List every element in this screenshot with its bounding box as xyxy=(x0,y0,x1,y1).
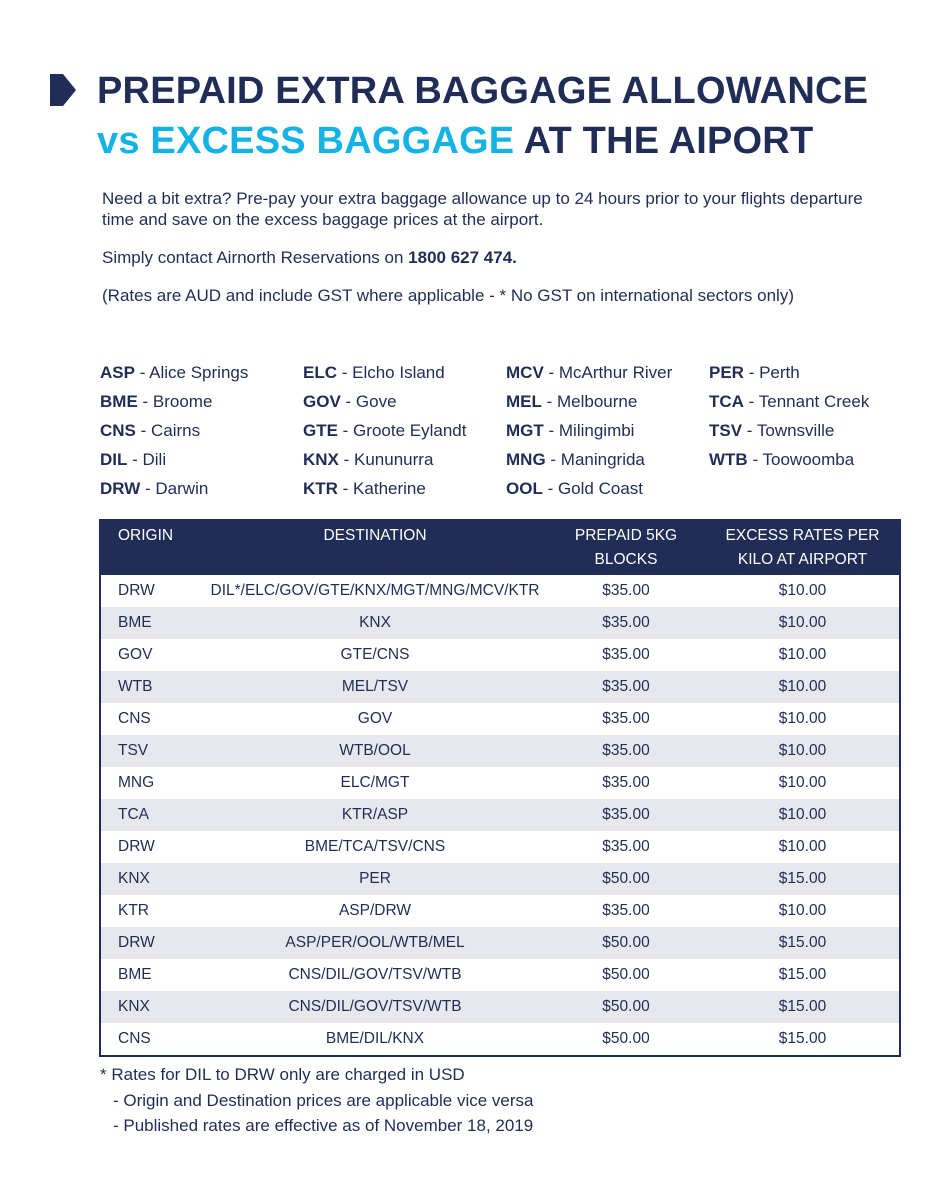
table-row xyxy=(101,927,899,959)
header-excess-line2: KILO AT AIRPORT xyxy=(737,551,868,568)
cell-prepaid: $50.00 xyxy=(546,927,706,959)
table-row xyxy=(101,607,899,639)
table-row xyxy=(101,863,899,895)
code: MCV xyxy=(506,363,544,382)
intro-paragraph-2 xyxy=(102,247,882,268)
code-item xyxy=(506,389,672,418)
code: ASP xyxy=(100,363,135,382)
table-row xyxy=(101,991,899,1023)
rates-table xyxy=(99,519,901,1057)
cell-prepaid: $35.00 xyxy=(602,838,650,855)
code-item xyxy=(709,389,869,418)
footnote-usd: * Rates for DIL to DRW only are charged in USD xyxy=(100,1065,465,1084)
code-item xyxy=(506,476,672,505)
code: WTB xyxy=(709,450,748,469)
code-name: - Elcho Island xyxy=(337,363,445,382)
cell-excess: $10.00 xyxy=(706,799,899,831)
cell-prepaid: $35.00 xyxy=(602,646,650,663)
cell-destination: DIL*/ELC/GOV/GTE/KNX/MGT/MNG/MCV/KTR xyxy=(210,582,540,599)
code-column-1 xyxy=(100,360,248,505)
cell-origin: MNG xyxy=(118,774,155,791)
title-accent: vs EXCESS BAGGAGE xyxy=(97,120,515,162)
cell-origin: DRW xyxy=(118,838,155,855)
cell-excess: $10.00 xyxy=(778,710,827,727)
cell-origin: KTR xyxy=(118,902,149,919)
cell-prepaid: $50.00 xyxy=(546,991,706,1023)
code: KNX xyxy=(303,450,339,469)
cell-excess: $10.00 xyxy=(778,838,827,855)
cell-excess: $15.00 xyxy=(706,863,899,895)
code: OOL xyxy=(506,479,543,498)
code-item xyxy=(303,418,466,447)
intro-paragraph-1: Need a bit extra? Pre-pay your extra baggage allowance up to 24 hours prior to your flights departure time and save on the excess baggage prices at the airport. xyxy=(102,189,863,229)
code-name: - Alice Springs xyxy=(134,363,249,382)
cell-prepaid: $35.00 xyxy=(546,799,706,831)
arrow-tag-icon xyxy=(50,74,76,106)
header-excess-line1: EXCESS RATES PER xyxy=(725,527,880,544)
cell-origin: CNS xyxy=(118,1030,151,1047)
table-row xyxy=(101,671,899,703)
cell-prepaid: $50.00 xyxy=(602,1030,650,1047)
code-name: - Maningrida xyxy=(545,450,645,469)
cell-excess: $10.00 xyxy=(778,774,827,791)
code: ELC xyxy=(303,363,337,382)
code: MNG xyxy=(506,450,546,469)
title-line-2 xyxy=(97,116,930,166)
cell-excess: $15.00 xyxy=(706,927,899,959)
code-name: - Tennant Creek xyxy=(743,392,870,411)
cell-prepaid: $35.00 xyxy=(602,902,650,919)
cell-prepaid: $35.00 xyxy=(546,607,706,639)
code-name: - Melbourne xyxy=(541,392,638,411)
table-row xyxy=(101,959,899,991)
cell-origin: BME xyxy=(118,966,152,983)
table-row xyxy=(101,767,899,799)
cell-destination: CNS/DIL/GOV/TSV/WTB xyxy=(204,991,546,1023)
code-item xyxy=(303,447,466,476)
table-row xyxy=(101,703,899,735)
cell-destination: CNS/DIL/GOV/TSV/WTB xyxy=(288,966,462,983)
code-column-2 xyxy=(303,360,466,505)
table-row xyxy=(101,575,899,607)
code-item xyxy=(506,418,672,447)
cell-destination: BME/DIL/KNX xyxy=(325,1030,425,1047)
code: KTR xyxy=(303,479,338,498)
code-name: - Kununurra xyxy=(338,450,434,469)
code-name: - Cairns xyxy=(135,421,201,440)
cell-prepaid: $35.00 xyxy=(546,671,706,703)
cell-excess: $15.00 xyxy=(778,1030,827,1047)
header-excess xyxy=(706,521,899,575)
cell-destination: KTR/ASP xyxy=(204,799,546,831)
code-name: - Dili xyxy=(127,450,167,469)
cell-origin: DRW xyxy=(101,927,204,959)
table-row xyxy=(101,831,899,863)
cell-excess: $10.00 xyxy=(706,671,899,703)
code: MEL xyxy=(506,392,542,411)
cell-origin: CNS xyxy=(118,710,151,727)
code: TSV xyxy=(709,421,743,440)
code-name: - Milingimbi xyxy=(543,421,635,440)
code-name: - Gove xyxy=(340,392,397,411)
code-name: - Townsville xyxy=(742,421,835,440)
code-item xyxy=(506,360,672,389)
cell-origin: GOV xyxy=(118,646,153,663)
cell-destination: BME/TCA/TSV/CNS xyxy=(304,838,446,855)
footnote-vice-versa: - Origin and Destination prices are applicable vice versa xyxy=(113,1090,534,1110)
header-destination: DESTINATION xyxy=(204,521,546,575)
code: TCA xyxy=(709,392,744,411)
footnote-effective-date: - Published rates are effective as of November 18, 2019 xyxy=(113,1116,534,1135)
code-name: - Perth xyxy=(743,363,800,382)
cell-excess: $10.00 xyxy=(778,582,827,599)
code-item xyxy=(100,360,248,389)
cell-prepaid: $35.00 xyxy=(602,582,650,599)
cell-origin: TCA xyxy=(101,799,204,831)
code: DIL xyxy=(100,450,128,469)
cell-origin: KNX xyxy=(101,863,204,895)
code-item xyxy=(303,360,466,389)
code-name: - Toowoomba xyxy=(747,450,855,469)
intro-text xyxy=(102,188,882,323)
cell-destination: GOV xyxy=(357,710,393,727)
cell-excess: $15.00 xyxy=(778,966,827,983)
footnotes xyxy=(100,1062,533,1139)
cell-excess: $10.00 xyxy=(778,646,827,663)
code-item xyxy=(709,360,869,389)
code-item xyxy=(303,389,466,418)
contact-text: Simply contact Airnorth Reservations on xyxy=(102,248,409,267)
code: DRW xyxy=(100,479,141,498)
cell-origin: DRW xyxy=(118,582,155,599)
code-column-4 xyxy=(709,360,869,476)
code: MGT xyxy=(506,421,544,440)
cell-excess: $10.00 xyxy=(778,902,827,919)
cell-prepaid: $50.00 xyxy=(546,863,706,895)
cell-excess: $10.00 xyxy=(706,607,899,639)
header-prepaid xyxy=(546,521,706,575)
code-item xyxy=(100,389,248,418)
cell-prepaid: $50.00 xyxy=(602,966,650,983)
code: BME xyxy=(100,392,138,411)
title-rest: AT THE AIPORT xyxy=(514,120,814,162)
title-line-1: PREPAID EXTRA BAGGAGE ALLOWANCE xyxy=(97,70,869,112)
table-row xyxy=(101,735,899,767)
code-item xyxy=(100,447,248,476)
code-name: - Katherine xyxy=(337,479,426,498)
cell-destination: ELC/MGT xyxy=(340,774,410,791)
cell-destination: KNX xyxy=(204,607,546,639)
page-title xyxy=(50,66,930,166)
intro-paragraph-3: (Rates are AUD and include GST where applicable - * No GST on international sectors only) xyxy=(102,286,794,305)
code: GTE xyxy=(303,421,338,440)
code-item xyxy=(100,418,248,447)
code-item xyxy=(709,418,869,447)
header-origin: ORIGIN xyxy=(101,521,204,575)
code-name: - Gold Coast xyxy=(542,479,643,498)
header-prepaid-line2: BLOCKS xyxy=(594,551,658,568)
code-item xyxy=(100,476,248,505)
code-name: - Groote Eylandt xyxy=(337,421,467,440)
code: GOV xyxy=(303,392,341,411)
cell-excess: $15.00 xyxy=(706,991,899,1023)
code-item xyxy=(709,447,869,476)
code-item xyxy=(506,447,672,476)
code-name: - McArthur River xyxy=(543,363,673,382)
code-name: - Darwin xyxy=(140,479,209,498)
cell-prepaid: $35.00 xyxy=(546,735,706,767)
table-row xyxy=(101,799,899,831)
table-row xyxy=(101,639,899,671)
cell-prepaid: $35.00 xyxy=(602,774,650,791)
table-header-row xyxy=(101,521,899,575)
header-prepaid-line1: PREPAID 5KG xyxy=(574,527,678,544)
table-row xyxy=(101,895,899,927)
cell-destination: ASP/PER/OOL/WTB/MEL xyxy=(204,927,546,959)
cell-destination: WTB/OOL xyxy=(204,735,546,767)
cell-destination: PER xyxy=(204,863,546,895)
cell-excess: $10.00 xyxy=(706,735,899,767)
cell-destination: ASP/DRW xyxy=(338,902,412,919)
code: PER xyxy=(709,363,744,382)
cell-origin: KNX xyxy=(101,991,204,1023)
cell-destination: GTE/CNS xyxy=(340,646,410,663)
phone-number: 1800 627 474. xyxy=(408,248,517,267)
cell-origin: WTB xyxy=(101,671,204,703)
cell-origin: TSV xyxy=(101,735,204,767)
cell-prepaid: $35.00 xyxy=(602,710,650,727)
cell-origin: BME xyxy=(101,607,204,639)
code-column-3 xyxy=(506,360,672,505)
code-name: - Broome xyxy=(137,392,213,411)
code: CNS xyxy=(100,421,136,440)
table-row xyxy=(101,1023,899,1055)
code-item xyxy=(303,476,466,505)
cell-destination: MEL/TSV xyxy=(204,671,546,703)
